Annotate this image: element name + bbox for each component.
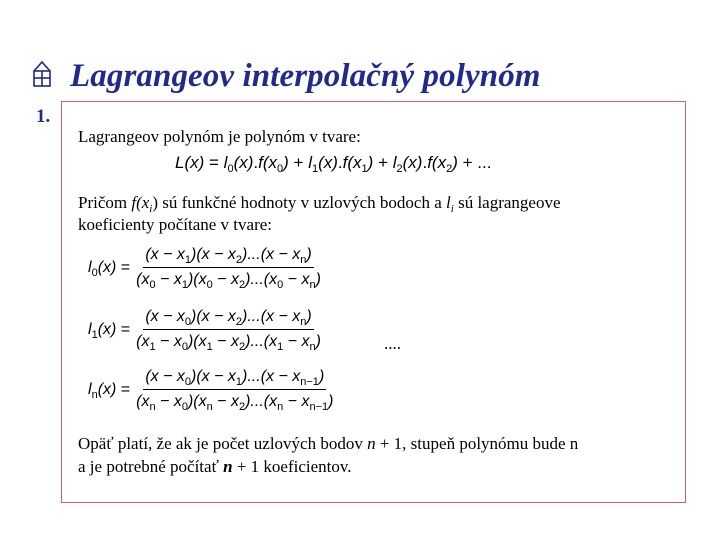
item-number: 1. [36, 106, 51, 127]
coefficient-ln-formula: $l_n(x)$ = $\frac{(x - x_0)(x - x_1)...(x - x_{n-1})}{(x_n - x_0)(x_n - x_2)...(x_n - x_{n-1})}$ [88, 368, 334, 413]
description-line-2: koeficienty počítane v tvare: [78, 215, 272, 234]
conclusion-line-2: a je potrebné počítať n + 1 koeficientov. [78, 457, 352, 476]
polynomial-formula: $L(x) = l_0(x).f(x_0) + l_1(x).f(x_1) + l_2(x).f(x_2)$ + ... [175, 153, 492, 175]
intro-text: Lagrangeov polynóm je polynóm v tvare: [78, 127, 361, 146]
coefficient-l1-formula: $l_1(x)$ = $\frac{(x - x_0)(x - x_2)...(x - x_n)}{(x_1 - x_0)(x_1 - x_2)...(x_1 - x_n)}$ [88, 308, 321, 353]
building-icon [30, 59, 54, 89]
conclusion-line-1: Opäť platí, že ak je počet uzlových bodov n + 1, stupeň polynómu bude n [78, 434, 579, 453]
coefficient-l0-formula: $l_0(x)$ = $\frac{(x - x_1)(x - x_2)...(x - x_n)}{(x_0 - x_1)(x_0 - x_2)...(x_0 - x_n)}$ [88, 246, 321, 291]
slide-title: Lagrangeov interpolačný polynóm [70, 58, 541, 94]
ellipsis: .... [384, 334, 401, 353]
description-line-1: Pričom $f(x_i)$ sú funkčné hodnoty v uzlových bodoch a $l_i$ sú lagrangeove [78, 193, 561, 215]
